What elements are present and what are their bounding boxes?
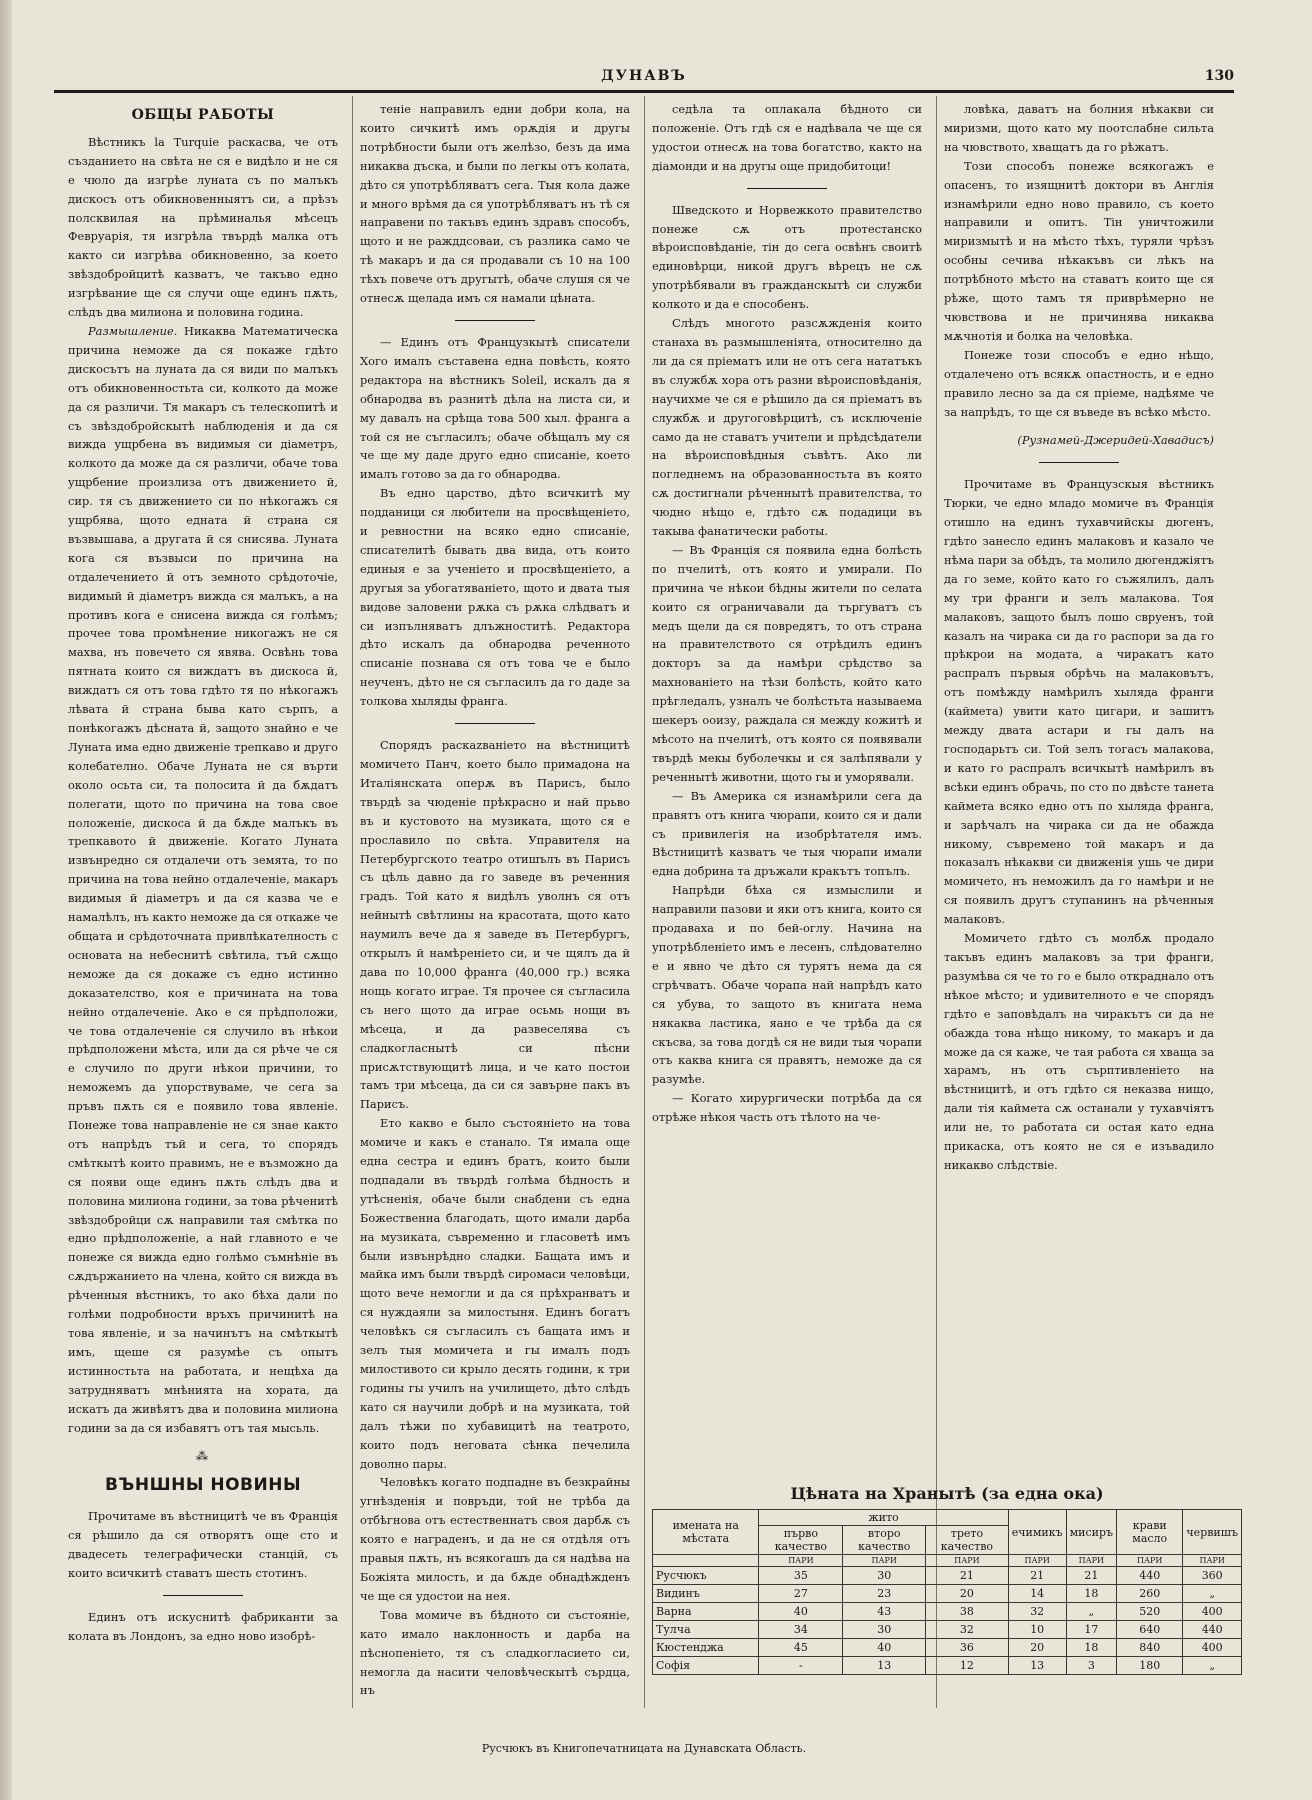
price-table-title: Цѣната на Хранытѣ (за една ока) bbox=[790, 1484, 1104, 1503]
article-paragraph: — Въ Америка ся изнамѣрили сега да правятъ отъ книга чюрапи, които ся и дали съ привилегія на изобрѣтателя имъ. Вѣстницитѣ казватъ че тыя чюрапи имали една добрина та дръжали кракътъ топълъ. bbox=[652, 788, 922, 879]
price-cell: 640 bbox=[1117, 1621, 1183, 1639]
article-paragraph: ловѣка, даватъ на болния нѣкакви си миризми, щото като му поотслабне сильта на чювството, хващатъ да го рѣжатъ. bbox=[944, 102, 1214, 154]
header-wheat-first: първо качество bbox=[759, 1526, 843, 1555]
page-number: 130 bbox=[1204, 68, 1234, 84]
short-rule bbox=[455, 320, 535, 321]
article-paragraph: Вѣстникъ la Turquie раскасва, че отъ създанието на свѣта не ся е видѣло и не ся е чюло да изгрѣе луната съ по малъкъ дискосъ отъ обикновенныятъ си, а прѣзъ полсквилая на прѣминалья мѣсецъ Февруарія, тя изгрѣла твърдѣ малка отъ както си изгрѣва обикновенно, за което звѣздобройцитѣ казватъ, че такъво едно изгрѣвание ще ся случи още единъ пѫть, слѣдъ два милиона и половина година. bbox=[68, 134, 338, 320]
place-name: Видинъ bbox=[653, 1585, 759, 1603]
header-wheat-third: трето качество bbox=[926, 1526, 1009, 1555]
place-name: Софія bbox=[653, 1657, 759, 1675]
price-cell: 400 bbox=[1183, 1639, 1242, 1657]
column-divider bbox=[352, 96, 353, 1708]
article-paragraph: Понеже този способъ е едно нѣщо, отдалечено отъ всякѫ опастность, и е едно правило лесно за да ся пріеме, надѣяме че за напрѣдъ, то ще ся въведе въ всѣко мѣсто. bbox=[944, 347, 1214, 419]
column-1 bbox=[68, 100, 338, 1710]
section-heading-general: ОБЩЫ РАБОТЫ bbox=[131, 107, 275, 123]
header-place: имената на мѣстата bbox=[653, 1510, 759, 1555]
article-paragraph: Ето какво е было състояніето на това момиче и какъ е станало. Тя имала още една сестра и единъ братъ, които были подпадали въ твърдѣ голѣма бѣдность и утѣсненія, обаче были снабдени съ една Божественна благодать, щото имали дарба на музиката, съвременно и гласоветѣ имъ были извънрѣдно сладки. Бащата имъ и майка имъ были твърдѣ сиромаси человѣци, щото вече немогли и да ся прѣхранватъ и ся нуждаяли за милостыня. Единъ богатъ человѣкъ ся съгласилъ съ бащата имъ и зелъ тыя момичета и гы ималъ подъ милостивото си крыло десять години, к три годины гы училъ на училището, дѣто слѣдъ като ся научили добрѣ и на музиката, той далъ тѣжи по хубавицитѣ на театрото, които подъ неговата сѣнка печелила доволно пары. bbox=[360, 1116, 630, 1471]
article-paragraph: Този способъ понеже всякогажъ е опасенъ, то изящнитѣ доктори въ Англія изнамѣрили едно ново правило, съ което направили и опитъ. Тін уничтожили миризмытѣ и на мѣсто тѣхъ, туряли чрѣзъ особны сечива нѣкакъвъ си лѣкъ на потрѣбното мѣсто на ставатъ които ще ся рѣже, щото тамъ тя приврѣмерно не чювствова и не причинява никаква мѫчнотія и болка на человѣка. bbox=[944, 158, 1214, 343]
unit-cell: ПАРИ bbox=[1117, 1555, 1183, 1567]
unit-cell: ПАРИ bbox=[1183, 1555, 1242, 1567]
header-barley: ечимикъ bbox=[1008, 1510, 1066, 1555]
price-cell: 13 bbox=[843, 1657, 926, 1675]
newspaper-title: ДУНАВЪ bbox=[601, 68, 687, 84]
article-paragraph: Това момиче въ бѣдното си състояніе, като имало наклонность и дарба на пѣснопеніето, тя съ сладкогласието си, немогла да насити человѣческытѣ сърдца, нъ bbox=[360, 1607, 630, 1698]
price-cell: 360 bbox=[1183, 1567, 1242, 1585]
price-cell: 18 bbox=[1066, 1585, 1116, 1603]
price-cell: „ bbox=[1066, 1603, 1116, 1621]
price-cell: 45 bbox=[759, 1639, 843, 1657]
price-cell: 21 bbox=[1008, 1567, 1066, 1585]
unit-cell: ПАРИ bbox=[926, 1555, 1009, 1567]
price-cell: 20 bbox=[1008, 1639, 1066, 1657]
source-citation: (Рузнамей-Джеридей-Хавадисъ) bbox=[1017, 433, 1214, 448]
header-wheat: жито bbox=[759, 1510, 1008, 1526]
price-cell: 27 bbox=[759, 1585, 843, 1603]
price-cell: 10 bbox=[1008, 1621, 1066, 1639]
price-table-section bbox=[652, 1484, 1242, 1675]
ornament-divider: ⁂ bbox=[196, 1449, 210, 1464]
table-row bbox=[653, 1567, 1242, 1585]
header-wheat-second: второ качество bbox=[843, 1526, 926, 1555]
price-cell: 43 bbox=[843, 1603, 926, 1621]
price-cell: 400 bbox=[1183, 1603, 1242, 1621]
article-paragraph: Единъ отъ искуснитѣ фабриканти за колата въ Лондонъ, за едно ново изобрѣ- bbox=[68, 1609, 338, 1643]
price-cell: „ bbox=[1183, 1585, 1242, 1603]
short-rule bbox=[455, 723, 535, 724]
article-paragraph: — Единъ отъ Французкытѣ списатели Хого ималъ съставена една повѣсть, която редактора на вѣстникъ Soleil, искалъ да я обнародва въ разнитѣ дѣла на листа си, и му давалъ на срѣща това 500 хыл. франга а той ся не съгласилъ; обаче обѣщалъ му ся че ще му даде друго едно списаніе, което ималъ готово за да го обнародва. bbox=[360, 334, 630, 482]
price-cell: 40 bbox=[843, 1639, 926, 1657]
column-divider bbox=[644, 96, 645, 1708]
page-gutter bbox=[0, 0, 12, 1800]
price-cell: 32 bbox=[1008, 1603, 1066, 1621]
price-table-body bbox=[653, 1567, 1242, 1675]
section-heading-foreign-news: ВЪНШНЫ НОВИНЫ bbox=[104, 1475, 302, 1496]
table-row bbox=[653, 1603, 1242, 1621]
header-corn: мисиръ bbox=[1066, 1510, 1116, 1555]
place-name: Русчюкъ bbox=[653, 1567, 759, 1585]
price-cell: 3 bbox=[1066, 1657, 1116, 1675]
unit-cell: ПАРИ bbox=[1008, 1555, 1066, 1567]
price-cell: 440 bbox=[1117, 1567, 1183, 1585]
price-cell: - bbox=[759, 1657, 843, 1675]
place-name: Тулча bbox=[653, 1621, 759, 1639]
article-paragraph: — Когато хирургически потрѣба да ся отрѣже нѣкоя часть отъ тѣлото на че- bbox=[652, 1091, 922, 1125]
article-paragraph: — Въ Франція ся появила една болѣсть по пчелитѣ, отъ която и умирали. По причина че нѣкои бѣдны жители по селата които ся ограничавали да търгуватъ съ медъ щели да ся повредятъ, то отъ страна на правителството ся отрѣдилъ единъ докторъ за да намѣри срѣдство за махнованіето на тѣзи болѣсть, който като прѣгледалъ, узналъ че болѣстьта называема шекеръ ооизу, раждала ся между кожитѣ и мѣсото на пчелитѣ, отъ която ся появявали твърдѣ мекы буболечкы и ся залѣпявали у реченнытѣ животни, щото гы и уморявали. bbox=[652, 542, 922, 784]
price-cell: 13 bbox=[1008, 1657, 1066, 1675]
article-paragraph: Спорядъ раскazваніето на вѣстницитѣ момичето Панч, което было примадона на Италіянската оперѫ въ Парисъ, было твърдѣ за чюденіе прѣкрасно и най прьво въ и кустовото на музиката, щото ся е прославило по свѣта. Управителя на Петербургското театро отишълъ въ Парисъ съ цѣль давно да го заведе въ реченния градъ. Той като я видѣлъ уволнъ ся отъ нейнытѣ свѣтлины на красотата, щото като наумилъ вече да я заведе въ Петербургъ, открылъ й намѣреніето си, и че щялъ да й дава по 10,000 франга (40,000 гр.) всяка нощь когато играе. Тя прочее ся съгласила съ него щото да играе осьмь нощи въ мѣсеца, и да развеселява съ сладкогласнытѣ си пѣсни присѫтствующитѣ лица, и че като постои тамъ три мѣсеца, да си ся завърне пакъ въ Парисъ. bbox=[360, 738, 630, 1112]
price-cell: 30 bbox=[843, 1567, 926, 1585]
header-butter: крави масло bbox=[1117, 1510, 1183, 1555]
article-paragraph bbox=[68, 322, 338, 1437]
article-paragraph: Шведското и Норвежкото правителство понеже сѫ отъ протестанско вѣроисповѣданіе, тін до сега освѣнъ своитѣ единовѣрци, никой другъ вѣрецъ не сѫ употрѣбявали въ гражданскытѣ си служби колкото и да е способенъ. bbox=[652, 202, 922, 312]
article-paragraph: Въ едно царство, дѣто всичкитѣ му подданици ся любители на просвѣщеніето, и ревностни на всяко едно списаніе, списателитѣ бывать два вида, отъ които единыя е за ученіето и просвѣщеніето, а другыя за убогатяваніето, щото и двата тыя видове заловени рѫка съ рѫка слѣдватъ и си изпълняватъ длъжноститѣ. Редактора дѣто искалъ да обнародва реченното списаніе познава ся отъ това че е было неученъ, дѣто не ся съгласилъ да го даде за толкова хыляды франга. bbox=[360, 486, 630, 709]
article-paragraph: Человѣкъ когато подпадне въ безкрайны угнѣзденія и повръди, той не трѣба да отбѣгнова отъ естественнатъ своя дарбѫ съ която е награденъ, и да не ся отдѣля отъ правыя пѫть, нъ всякогашъ да ся надѣва на Божіята милость, и да бѫде обнадѣжденъ че ще ся удостои на нея. bbox=[360, 1475, 630, 1603]
price-cell: 180 bbox=[1117, 1657, 1183, 1675]
header-rule bbox=[54, 90, 1234, 93]
header-chervish: червишъ bbox=[1183, 1510, 1242, 1555]
place-name: Кюстенджа bbox=[653, 1639, 759, 1657]
unit-cell: ПАРИ bbox=[1066, 1555, 1116, 1567]
price-cell: 520 bbox=[1117, 1603, 1183, 1621]
price-cell: 21 bbox=[1066, 1567, 1116, 1585]
unit-cell: ПАРИ bbox=[759, 1555, 843, 1567]
column-2 bbox=[360, 100, 630, 1710]
table-row bbox=[653, 1585, 1242, 1603]
article-paragraph: седѣла та оплакала бѣдното си положеніе. Отъ гдѣ ся е надѣвала че ще ся удостои отнесѫ на това богатство, както на діамонди и на другы още придобитоци! bbox=[652, 102, 922, 173]
page-header bbox=[54, 68, 1234, 90]
column-4 bbox=[944, 100, 1214, 1400]
article-paragraph: Слѣдъ многото разсѫжденія които станаха въ размышленіята, относително да ли да ся пріематъ или не отъ сега нататъкъ въ службѫ хора отъ разни вѣроисповѣданія, научихме че ся е рѣшило да ся пріематъ въ службѫ и другоговѣрцитѣ, съ исключеніе само да не ставатъ учители и прѣдсѣдатели на вѣроисповѣдныя съвѣтъ. Ако ли погледнемъ на образованностьта въ която сѫ достигнали рѣченнытѣ правителства, то чюдно нѣщо е, гдѣто сѫ подадици въ такыва фанатически работы. bbox=[652, 316, 922, 539]
price-cell: 260 bbox=[1117, 1585, 1183, 1603]
price-cell: 35 bbox=[759, 1567, 843, 1585]
table-row bbox=[653, 1621, 1242, 1639]
price-cell: 40 bbox=[759, 1603, 843, 1621]
price-cell: 32 bbox=[926, 1621, 1009, 1639]
article-paragraph: Момичето гдѣто съ молбѫ продало такъвъ единъ малаковъ за три франги, разумѣва ся че то го е было откраднало отъ нѣкое мѣсто; и удивителното е че спорядъ гдѣто е заповѣдалъ на чиракътъ си да не обажда това нѣщо никому, то макаръ и да може да ся каже, че тая работа ся хваща за харамъ, нъ отъ сърптивленіето на вѣстницитѣ, и отъ гдѣто ся неказва нищо, дали тія каймета сѫ останали у тухавчіятъ или не, то работата си остая като една прикаска, отъ която не ся е изъвадило никакво слѣдствіе. bbox=[944, 931, 1214, 1172]
printer-imprint: Русчюкъ въ Книгопечатницата на Дунавската Область. bbox=[481, 1742, 807, 1755]
short-rule bbox=[163, 1595, 243, 1596]
price-cell: 30 bbox=[843, 1621, 926, 1639]
price-cell: 20 bbox=[926, 1585, 1009, 1603]
price-cell: 12 bbox=[926, 1657, 1009, 1675]
price-cell: „ bbox=[1183, 1657, 1242, 1675]
price-cell: 440 bbox=[1183, 1621, 1242, 1639]
price-cell: 34 bbox=[759, 1621, 843, 1639]
column-3 bbox=[652, 100, 922, 1470]
price-cell: 21 bbox=[926, 1567, 1009, 1585]
article-paragraph: Напрѣди бѣха ся измыслили и направили пазови и яки отъ книга, които ся продаваха и по бей-оглу. Начина на употрѣбленіето имъ е лесенъ, слѣдователно е и явно че дѣто ся турятъ нема да ся сгрѣчватъ. Обаче чорапа най напрѣдъ като ся убува, то защото въ книгата нема някаква ластика, яано е че трѣба да ся скъсва, за това догдѣ ся не види тыя чорапи отъ каква книга ся правятъ, неможе да ся разумѣе. bbox=[652, 883, 922, 1087]
table-row bbox=[653, 1657, 1242, 1675]
price-cell: 23 bbox=[843, 1585, 926, 1603]
short-rule bbox=[1039, 462, 1119, 463]
article-paragraph: Прочитаме въ Французскыя вѣстникъ Тюрки, че едно младо момиче въ Франція отишло на единъ тухавчийскы дюгенъ, гдѣто занесло единъ малаковъ и казало че нѣма пари за обѣдъ, та молило дюгенджіятъ да го земе, който като го съжялилъ, далъ му три франги и зелъ малакова. Тоя малаковъ, защото былъ лошо свруенъ, той казалъ на чирака си да го распори за да го прѣкрои на модата, а чиракатъ като распралъ първыя обрѣчь на малаковътъ, отъ помѣжду намѣрилъ хыляда франги (каймета) увити като цигари, и зашитъ между двата астари и гы далъ на господарьтъ си. Той зелъ тогасъ малакова, и като го распралъ всичкытѣ намѣрилъ въ всѣки единъ обрачь, по сто по двѣсте танета каймета всяко едно отъ по хыляда франга, и зарѣчалъ на чирака си да не обажда никому, съвремено той макаръ и да показалъ нѣкакви си движенія ушь че дири момичето, нъ неможилъ да го намѣри и не ся появилъ другъ ступанинъ на рѣченныя малаковъ. bbox=[944, 477, 1214, 927]
table-row bbox=[653, 1639, 1242, 1657]
unit-cell: ПАРИ bbox=[843, 1555, 926, 1567]
article-paragraph: теніе направилъ едни добри кола, на които сичкитѣ имъ орѫдія и другы потрѣбности были отъ желѣзо, безъ да има никаква дъска, и были по легкы отъ колата, дѣто ся употрѣбляватъ сега. Тыя кола даже и много врѣмя да ся употрѣбляватъ нъ тѣ ся направени по такъвъ единъ здравъ способъ, щото и не ражддсоваи, съ разлика само че тѣ макаръ и да ся продавали съ 10 на 100 тѣхъ повече отъ другытѣ, обаче слушя ся че отнесѫ щелада имъ ся намали цѣната. bbox=[360, 102, 630, 306]
price-table bbox=[652, 1509, 1242, 1675]
article-paragraph: Прочитаме въ вѣстницитѣ че въ Франція ся рѣшило да ся отворятъ още сто и двадесеть телеграфически станцій, съ които всичкитѣ ставатъ шесть стотинъ. bbox=[68, 1509, 338, 1580]
price-cell: 14 bbox=[1008, 1585, 1066, 1603]
price-cell: 38 bbox=[926, 1603, 1009, 1621]
short-rule bbox=[747, 188, 827, 189]
reflection-label: Размышление. bbox=[88, 323, 178, 338]
price-cell: 36 bbox=[926, 1639, 1009, 1657]
place-name: Варна bbox=[653, 1603, 759, 1621]
price-cell: 17 bbox=[1066, 1621, 1116, 1639]
price-cell: 18 bbox=[1066, 1639, 1116, 1657]
column-divider bbox=[936, 96, 937, 1708]
unit-cell bbox=[653, 1555, 759, 1567]
price-cell: 840 bbox=[1117, 1639, 1183, 1657]
reflection-text: Никаква Математическа причина неможе да ся покаже гдѣто дискосътъ на луната да ся види по малъкъ отъ обикновенностьта си, колкото да може да ся различи. Тя макаръ съ телескопитѣ и съ звѣздобройскытѣ наблюденія и да ся вижда ущрбена въ видимыя си діаметръ, колкото да може да ся различи, обаче това ущрбение произлиза отъ движението й, сир. тя съ движението си по нѣкогажъ ся ущрбява, щото едната й страна ся възвышава, а другата й ся снисява. Луната кога ся възвыси по причина на отдалечението й отъ земното срѣдоточіе, видимый й діаметръ вижда ся малъкъ, а на противъ кога е снисена вижда ся голѣмъ; прочее това промѣнение никогажъ не ся махва, нъ повечето ся явява. Освѣнь това пятната които ся виждатъ въ дискоса й, виждатъ ся отъ това гдѣто тя по нѣкогажъ лѣвата й страна быва като сърпъ, а понѣкогажъ дѣсната й, защото знайно е че Луната има едно движеніе трепкаво и друго колебателно. Обаче Луната не ся върти около осьта си, та полосита й да бѫдатъ полегати, щото по причина на това свое положеніе, дискоса й да бѫде малъкъ въ трепкавото й движеніе. Когато Луната извънредно ся отдалечи отъ земята, то по причина на това нейно отдалеченіе, макаръ видимыя й діаметръ и да ся казва че е намалѣлъ, нъ както неможе да ся откаже че общата и срѣдоточната привлѣкателность с основата на небеснитѣ свѣтила, тъй сѫщо неможе да ся докаже съ едно истинно доказателство, коя е причината на това нейно отдалеченіе. Ако е ся прѣдположи, че това отдалеченіе ся случило въ нѣкои прѣдположени мѣста, или да ся рѣче че ся е случило по други нѣкои причини, то неможемъ да упорствуваме, че сега за пръвъ пѫть ся е появило това явленіе. Понеже това направленіе не ся знае както отъ напрѣдъ тъй и сега, то спорядъ смѣткытѣ които правимъ, не е възможно да ся появи още единъ пѫть слѣдъ два и половина милиона години, за това рѣченитѣ звѣздобройци сѫ направили тая смѣтка по едно прѣдположеніе, а най главното е че понеже ся вижда едно голѣмо съмнѣніе въ сѫдържанието на члена, който ся вижда въ рѣченныя вѣстникъ, то ако бѣха дали по голѣми подробности връхъ причинитѣ на това явленіе, и за начинътъ на смѣткытѣ имъ, щеше ся разумѣе съ опытъ истинностьта на работата, и нещѣха да затрудняватъ мнѣнията на хората, да искатъ да живѣятъ два и половина милиона години за да ся избавятъ отъ тая мысьль. bbox=[68, 323, 338, 1435]
